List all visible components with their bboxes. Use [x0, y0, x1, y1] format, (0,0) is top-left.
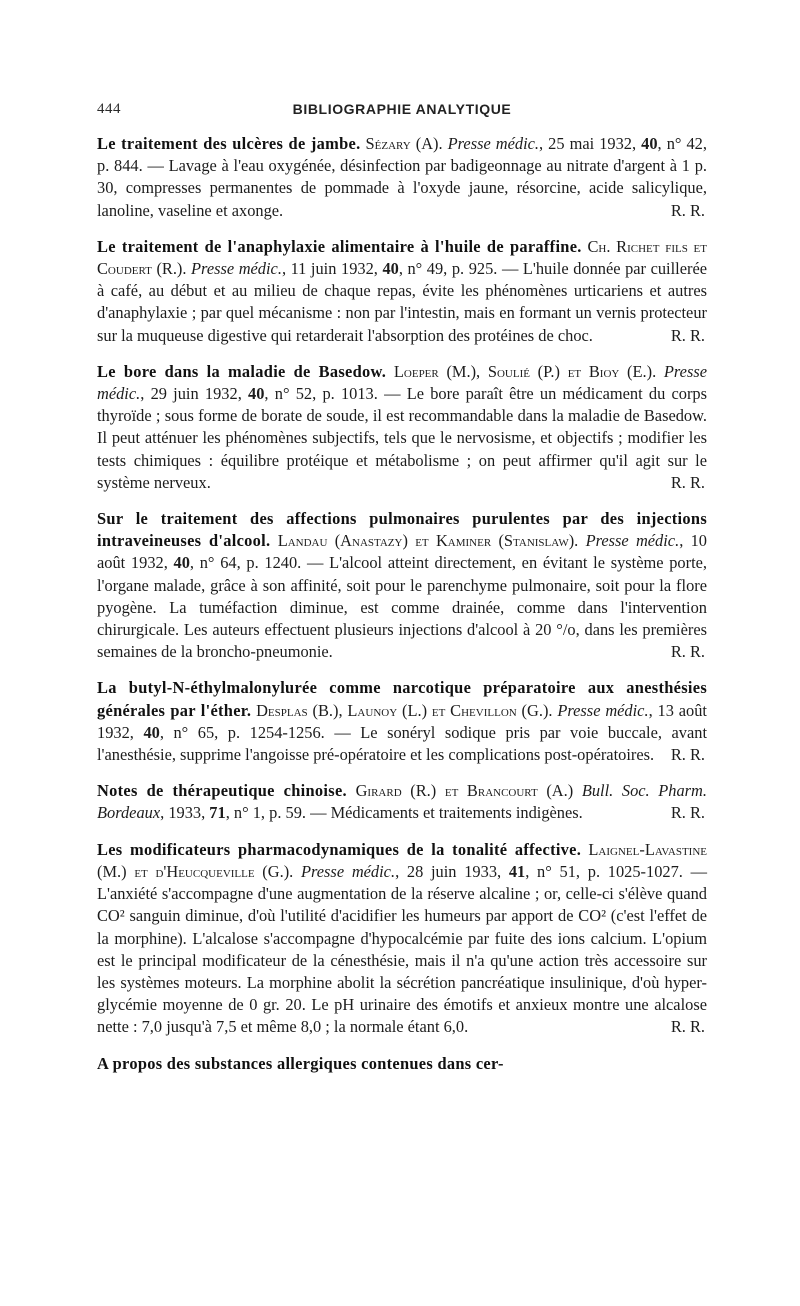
entry-date: , 1933,: [160, 803, 210, 823]
entry-issue-page: , n° 52, p. 1013.: [264, 384, 378, 404]
entry-volume: 40: [248, 384, 265, 404]
entry-authors: Girard (R.) et Brancourt (A.): [355, 781, 574, 801]
bibliography-entry: [97, 839, 707, 1039]
bibliography-column: [97, 133, 707, 1089]
entry-date: , 29 juin 1932,: [140, 384, 249, 404]
entry-date: , 11 juin 1932,: [281, 259, 383, 279]
entry-abstract: — Lavage à l'eau oxygénée, désinfection par badigeonnage au nitrate d'argent à 1 p. 30, compresses permanentes de pommade à l'oxyde jaune, résorcine, acide salicylique, lanoline, vaseline et axonge.: [97, 156, 707, 220]
entry-authors: Desplas (B.), Launoy (L.) et Chevillon (G.).: [256, 700, 553, 720]
entry-abstract: — Le sonéryl sodique pris par voie buccale, avant l'anesthésie, supprime l'angoisse pré-opératoire et les complications post-opératoires.: [97, 722, 708, 765]
entry-authors: Laignel-Lavastine (M.) et d'Heucqueville (G.).: [97, 839, 707, 881]
entry-abstract: — Le bore paraît être un médicament du corps thyroïde ; sous forme de borate de soude, il est recommandable dans la maladie de Basedow. Il peut atténuer les phénomènes subjectifs, tels que le nervosisme, et objectifs ; modifier les tests chimiques : équilibre protéique et métabolisme ; on peut affirmer qu'il agit sur le système nerveux.: [97, 384, 707, 492]
entry-abstract: — L'anxiété s'accompagne d'une augmentation de la réserve alcaline ; or, celle-ci s'élève quand CO² sanguin diminue, d'où l'utilité d'acidifier les humeurs par apport de CO² (c'est l'effet de la morphine). L'alcalose s'accompagne d'hypocalcémie par fuite des ions calcium. L'opium est le principal modificateur de la cénesthésie, mais il n'a qu'une action très accessoire sur les systèmes moteurs. La morphine abolit la sécrétion pancréatique insulinique, d'où hyper-glycémie moyenne de 0 gr. 20. Le pH urinaire des émotifs et anxieux montre une alcalose nette : 7,0 jusqu'à 7,5 et même 8,0 ; la normale étant 6,0.: [97, 861, 708, 1037]
running-head: BIBLIOGRAPHIE ANALYTIQUE: [292, 101, 512, 117]
entry-title: Le traitement de l'anaphylaxie alimentaire à l'huile de paraffine.: [97, 236, 582, 256]
entry-date: , 10 août 1932,: [97, 531, 707, 573]
entry-title: Le bore dans la maladie de Basedow.: [97, 361, 387, 381]
entry-signature: R. R.: [670, 200, 705, 220]
entry-abstract: — L'huile donnée par cuillerée à café, au début et au milieu de chaque repas, évite les phénomènes urticariens et autres d'anaphylaxie ; par quel mécanisme : non par l'intestin, mais en formant un vernis protecteur sur la muqueuse digestive qui retarderait l'absorption des protéines de choc.: [97, 259, 707, 345]
entry-volume: 40: [382, 259, 399, 279]
entry-title: Le traitement des ulcères de jambe.: [97, 134, 361, 153]
entry-journal: Presse médic.: [585, 531, 680, 551]
bibliography-entry: [97, 508, 707, 663]
bibliography-entry: [97, 780, 707, 824]
entry-journal: Presse médic.: [301, 861, 396, 881]
entry-volume: 40: [173, 553, 190, 573]
entry-title: A propos des substances allergiques contenues dans cer-: [97, 1053, 504, 1073]
entry-title: La butyl-N-éthylmalonylurée comme narcotique préparatoire aux anesthésies générales par l'éther.: [97, 678, 707, 720]
entry-volume: 71: [209, 803, 226, 823]
entry-journal: Presse médic.: [447, 134, 540, 153]
entry-date: , 25 mai 1932,: [539, 134, 642, 153]
bibliography-entry: [97, 361, 707, 494]
entry-issue-page: , n° 64, p. 1240.: [189, 553, 302, 573]
bibliography-entry: [97, 677, 707, 766]
entry-signature: R. R.: [670, 472, 705, 492]
entry-journal: Bull. Soc. Pharm. Bordeaux: [97, 781, 707, 823]
entry-authors: Ch. Richet fils et Coudert (R.).: [97, 236, 707, 279]
entry-issue-page: , n° 42, p. 844.: [97, 134, 707, 176]
entry-authors: Landau (Anastazy) et Kaminer (Stanislaw).: [277, 531, 579, 551]
page-number: 444: [97, 101, 121, 117]
entry-volume: 40: [143, 722, 160, 742]
entry-authors: Loeper (M.), Soulié (P.) et Bioy (E.).: [393, 361, 657, 381]
entry-signature: R. R.: [670, 803, 705, 823]
entry-authors: Sézary (A).: [365, 134, 443, 153]
entry-volume: 40: [641, 134, 658, 153]
entry-volume: 41: [508, 861, 526, 881]
entry-date: , 28 juin 1933,: [395, 861, 509, 881]
entry-abstract: — L'alcool atteint directement, en évitant le système porte, l'organe malade, grâce à son affinité, soit pour le parenchyme pulmonaire, soit pour la flore pyogène. La tuméfaction diminue, est comme drainée, comme dans l'intervention chirurgicale. Les auteurs effectuent plusieurs injections d'alcool à 20 °/o, dans les premières semaines de la broncho-pneumonie.: [97, 553, 707, 662]
entry-signature: R. R.: [670, 642, 705, 662]
entry-issue-page: , n° 51, p. 1025-1027.: [525, 861, 683, 881]
entry-signature: R. R.: [670, 745, 705, 765]
entry-date: , 13 août 1932,: [97, 700, 707, 742]
page-header: [97, 101, 707, 125]
entry-issue-page: , n° 1, p. 59.: [225, 803, 306, 823]
bibliography-entry: [97, 133, 707, 222]
entry-journal: Presse médic.: [97, 361, 707, 404]
entry-journal: Presse médic.: [191, 259, 282, 279]
entry-issue-page: , n° 49, p. 925.: [398, 259, 498, 279]
entry-signature: R. R.: [670, 1017, 705, 1037]
entry-title: Les modificateurs pharmacodynamiques de la tonalité affective.: [97, 839, 582, 859]
entry-signature: R. R.: [670, 325, 705, 345]
entry-title: Sur le traitement des affections pulmonaires purulentes par des injections intraveineuses d'alcool.: [97, 509, 707, 551]
entry-journal: Presse médic.: [557, 700, 649, 720]
entry-abstract: — Médicaments et traitements indigènes.: [306, 803, 583, 823]
bibliography-entry: [97, 1053, 707, 1075]
entry-issue-page: , n° 65, p. 1254-1256.: [159, 722, 325, 742]
entry-title: Notes de thérapeutique chinoise.: [97, 781, 347, 801]
bibliography-entry: [97, 236, 707, 347]
